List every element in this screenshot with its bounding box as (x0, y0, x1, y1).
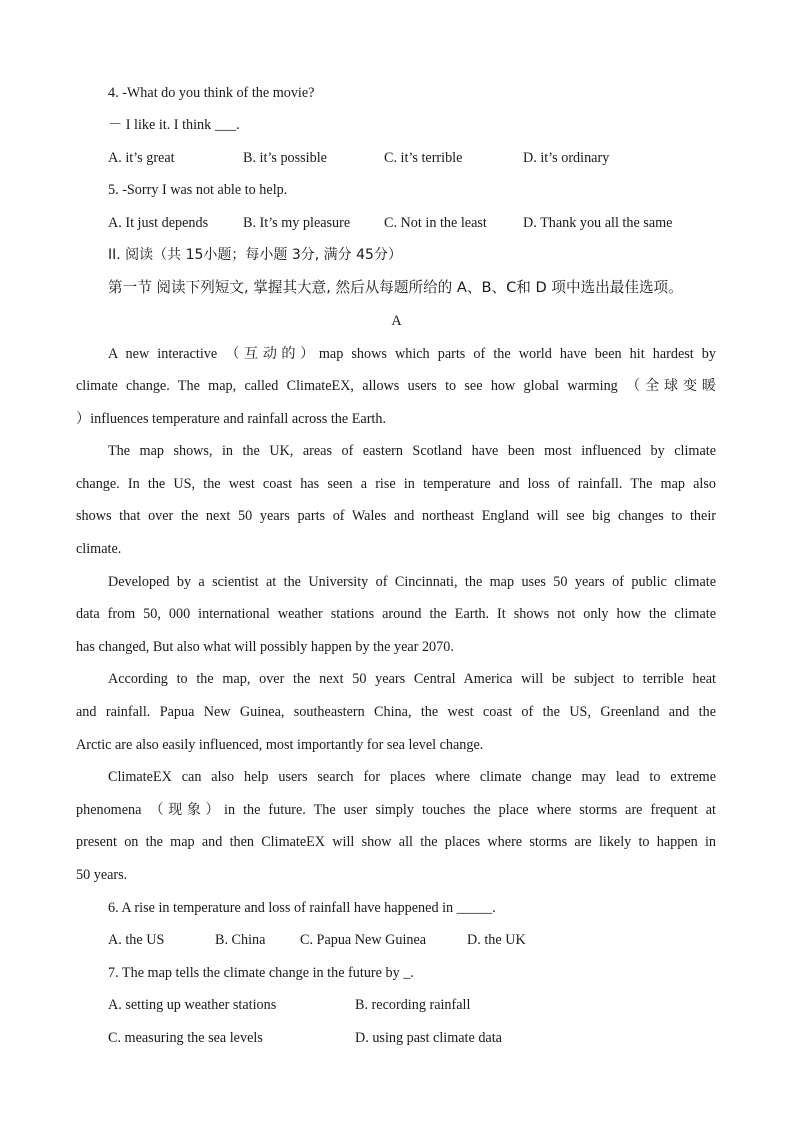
q4-option-b: B. it’s possible (243, 150, 327, 166)
passage-line: and rainfall. Papua New Guinea, southeastern China, the west coast of the US, Greenland and the (76, 704, 716, 720)
q7-option-d: D. using past climate data (355, 1030, 502, 1046)
q5-option-b: B. It’s my pleasure (243, 215, 351, 231)
q5-stem: 5. -Sorry I was not able to help. (108, 182, 288, 198)
q5-option-c: C. Not in the least (384, 215, 487, 231)
passage-line: 50 years. (76, 867, 128, 883)
q5-option-d: D. Thank you all the same (523, 215, 673, 231)
passage-line: has changed, But also what will possibly happen by the year 2070. (76, 639, 454, 655)
passage-line: Arctic are also easily influenced, most importantly for sea level change. (76, 737, 484, 753)
q4-option-a: A. it’s great (108, 150, 175, 166)
passage-line: phenomena （现象）in the future. The user simply touches the place where storms are frequent at (76, 802, 716, 818)
q4-reply: － I like it. I think ___. (108, 117, 240, 133)
q6-option-d: D. the UK (467, 932, 526, 948)
q6-option-a: A. the US (108, 932, 165, 948)
passage-line: data from 50, 000 international weather stations around the Earth. It shows not only how the climate (76, 606, 716, 622)
passage-label: A (391, 313, 402, 329)
q4-option-c: C. it’s terrible (384, 150, 463, 166)
passage-line: ）influences temperature and rainfall across the Earth. (76, 411, 387, 427)
passage-line: According to the map, over the next 50 years Central America will be subject to terrible heat (108, 671, 716, 687)
q6-stem: 6. A rise in temperature and loss of rainfall have happened in _____. (108, 900, 496, 916)
q7-stem: 7. The map tells the climate change in the future by _. (108, 965, 414, 981)
passage-line: present on the map and then ClimateEX will show all the places where storms are likely to happen in (76, 834, 716, 850)
passage-line: The map shows, in the UK, areas of eastern Scotland have been most influenced by climate (108, 443, 716, 459)
passage-line: climate change. The map, called ClimateEX, allows users to see how global warming （全球变暖 (76, 378, 716, 394)
passage-line: ClimateEX can also help users search for places where climate change may lead to extreme (108, 769, 716, 785)
q6-option-b: B. China (215, 932, 266, 948)
q6-option-c: C. Papua New Guinea (300, 932, 427, 948)
q7-option-b: B. recording rainfall (355, 997, 471, 1013)
passage-line: climate. (76, 541, 122, 557)
q4-stem: 4. -What do you think of the movie? (108, 85, 315, 101)
q4-option-d: D. it’s ordinary (523, 150, 610, 166)
passage-line: Developed by a scientist at the University of Cincinnati, the map uses 50 years of public climate (108, 574, 716, 590)
section-heading: II. 阅读（共 15小题；每小题 3分, 满分 45分） (108, 247, 402, 263)
q7-option-c: C. measuring the sea levels (108, 1030, 263, 1046)
passage-line: A new interactive （互动的）map shows which parts of the world have been hit hardest by (108, 346, 716, 362)
passage-line: change. In the US, the west coast has seen a rise in temperature and loss of rainfall. The map also (76, 476, 716, 492)
q5-option-a: A. It just depends (108, 215, 209, 231)
passage-line: shows that over the next 50 years parts of Wales and northeast England will see big changes to their (76, 508, 716, 524)
q7-option-a: A. setting up weather stations (108, 997, 277, 1013)
section-instruction: 第一节 阅读下列短文, 掌握其大意, 然后从每题所给的 A、B、C和 D 项中选出最佳选项。 (108, 279, 683, 296)
